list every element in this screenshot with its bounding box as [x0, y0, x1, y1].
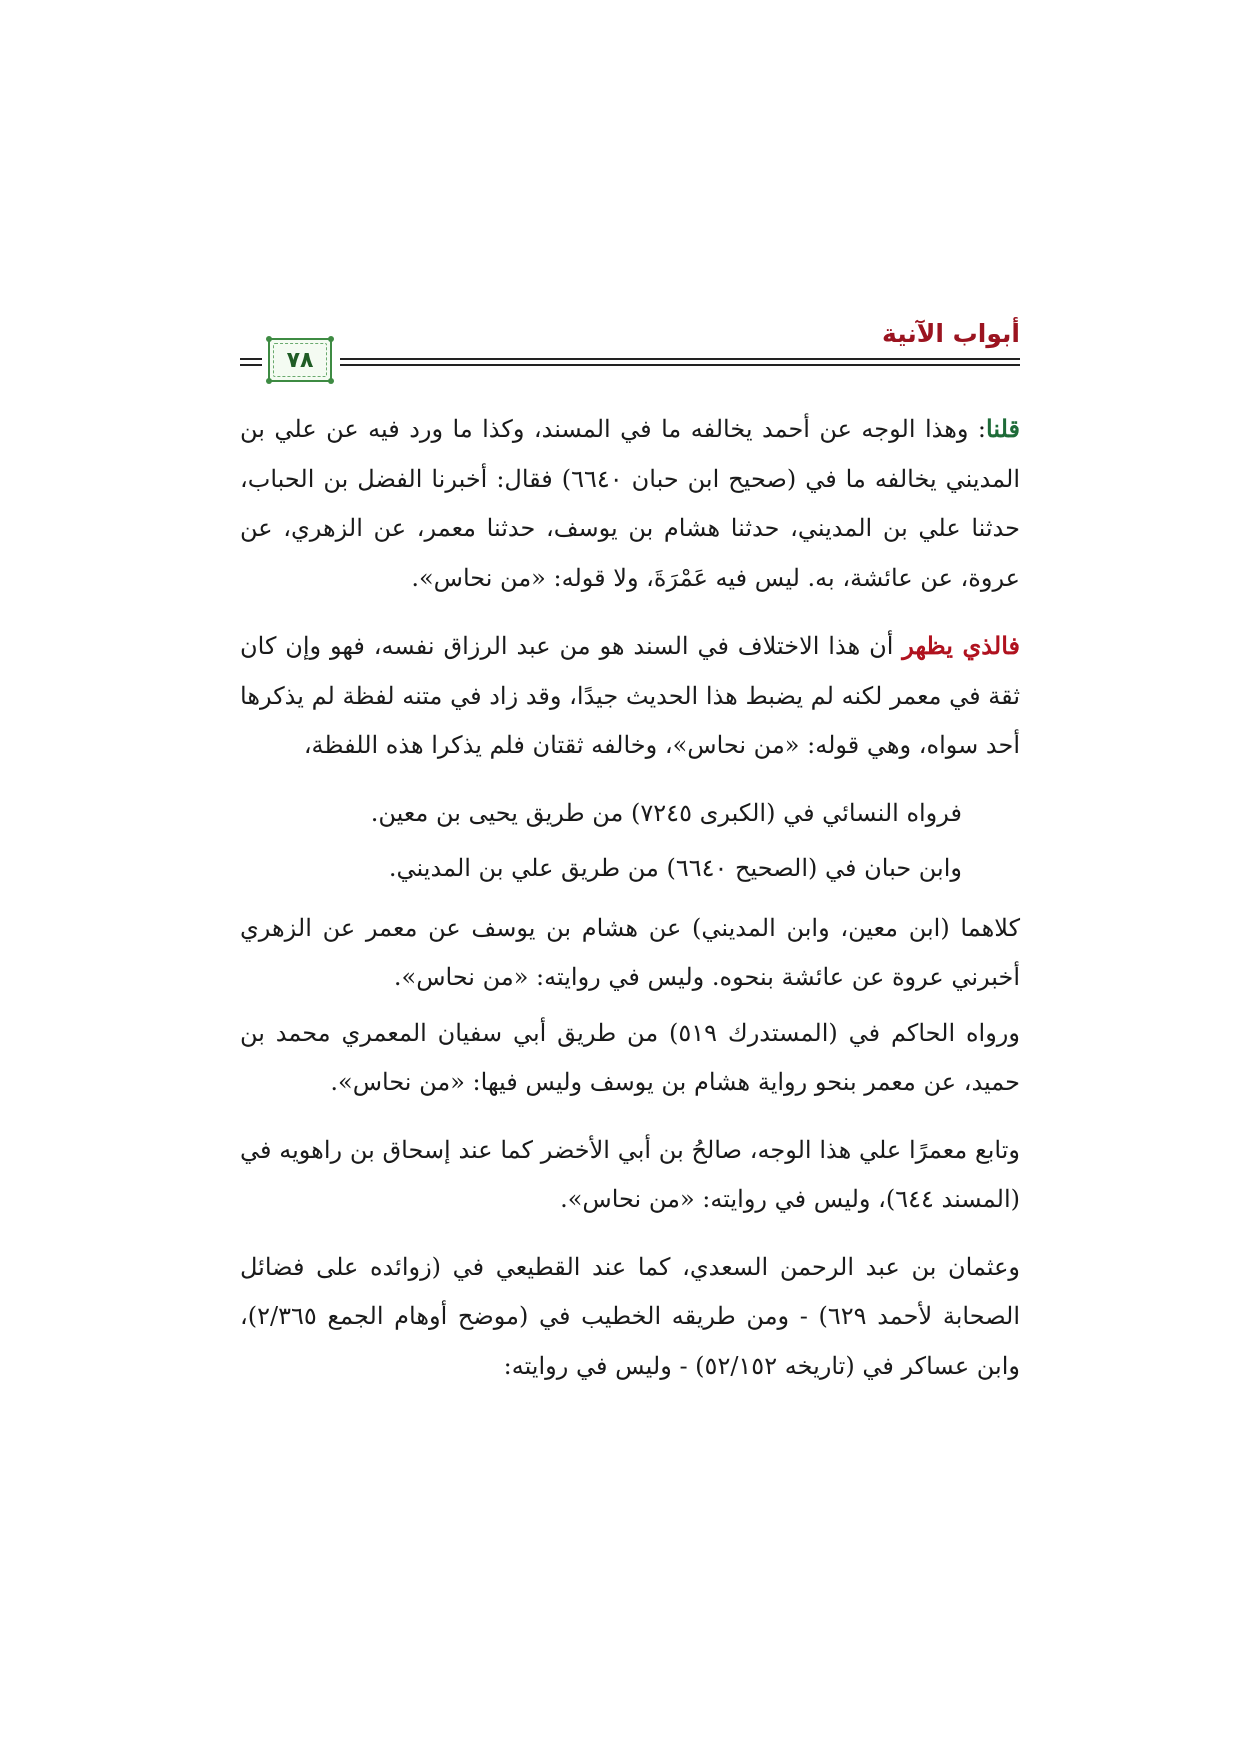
header-rule-upper — [340, 358, 1020, 360]
chapter-title: أبواب الآنية — [882, 319, 1020, 348]
page-body — [240, 404, 1020, 1409]
page-header — [240, 318, 1020, 390]
paragraph-lead: قلنا — [986, 414, 1021, 443]
ornament-corner-icon — [328, 378, 334, 384]
paragraph-4: وابن حبان في (الصحيح ٦٦٤٠) من طريق علي بن المديني. — [388, 854, 962, 882]
paragraph-7: وتابع معمرًا علي هذا الوجه، صالحُ بن أبي الأخضر كما عند إسحاق بن راهويه في (المسند ٦٤٤)، وليس في روايته: «من نحاس». — [240, 1135, 1020, 1213]
page-number: ٧٨ — [286, 347, 314, 373]
ornament-corner-icon — [266, 378, 272, 384]
paragraph-text: أن هذا الاختلاف في السند هو من عبد الرزاق نفسه، فهو وإن كان ثقة في معمر لكنه لم يضبط هذا الحديث جيدًا، وقد زاد في متنه لفظة لم يذكرها أحد سواه، وهي قوله: «من نحاس»، وخالفه ثقتان فلم يذكرا هذه اللفظة، — [240, 632, 1020, 759]
paragraph-1 — [240, 404, 1020, 603]
paragraph-3: فرواه النسائي في (الكبرى ٧٢٤٥) من طريق يحيى بن معين. — [370, 798, 962, 827]
header-rule-left-lower — [240, 364, 262, 366]
paragraph-lead: فالذي يظهر — [902, 631, 1020, 660]
paragraph-6: ورواه الحاكم في (المستدرك ٥١٩) من طريق أبي سفيان المعمري محمد بن حميد، عن معمر بنحو رواية هشام بن يوسف وليس فيها: «من نحاس». — [240, 1018, 1020, 1096]
paragraph-text: : وهذا الوجه عن أحمد يخالفه ما في المسند، وكذا ما ورد فيه عن علي بن المديني يخالفه ما في (صحيح ابن حبان ٦٦٤٠) فقال: أخبرنا الفضل بن الحباب، حدثنا علي بن المديني، حدثنا هشام بن يوسف، حدثنا معمر، عن الزهري، عن عروة، عن عائشة، به. ليس فيه عَمْرَةَ، ولا قوله: «من نحاس». — [240, 415, 1020, 592]
ornament-corner-icon — [328, 336, 334, 342]
header-rule-left-upper — [240, 358, 262, 360]
paragraph-5: كلاهما (ابن معين، وابن المديني) عن هشام بن يوسف عن معمر عن الزهري أخبرني عروة عن عائشة بنحوه. وليس في روايته: «من نحاس». — [240, 913, 1020, 991]
paragraph-8: وعثمان بن عبد الرحمن السعدي، كما عند القطيعي في (زوائده على فضائل الصحابة لأحمد ٦٢٩) - ومن طريقه الخطيب في (موضح أوهام الجمع ٢/٣٦٥)، وابن عساكر في (تاريخه ٥٢/١٥٢) - وليس في روايته: — [240, 1252, 1020, 1380]
ornament-corner-icon — [266, 336, 272, 342]
header-rule-lower — [340, 364, 1020, 366]
page-number-badge — [268, 338, 332, 382]
paragraph-2 — [240, 621, 1020, 771]
